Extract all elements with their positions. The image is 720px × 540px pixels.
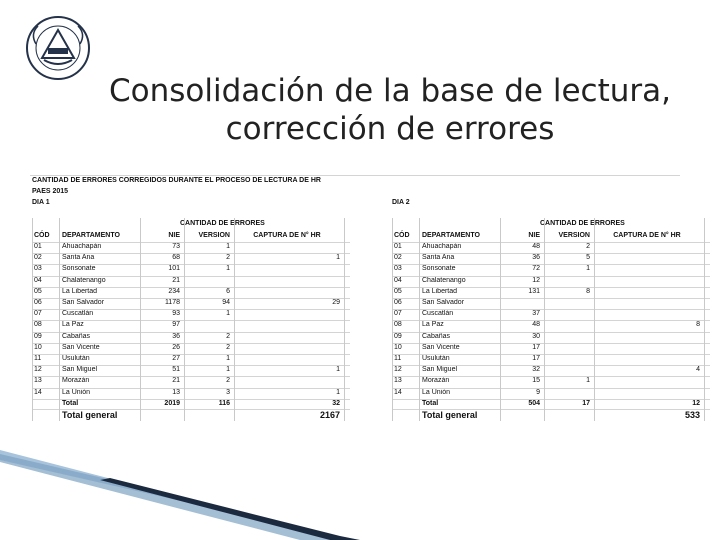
grid-line [594,218,595,421]
table-cell-version: 5 [586,254,590,262]
grid-line [184,218,185,421]
grid-line [392,218,393,421]
table-cell-department: San Vicente [62,343,100,351]
table-cell-code: 09 [34,332,42,340]
table-cell-version: 1 [586,377,590,385]
table-cell-department: La Paz [62,321,84,329]
table-cell-code: 06 [394,299,402,306]
table-cell-version: 2 [586,243,590,250]
total-capture: 32 [332,399,340,407]
total-version: 116 [218,399,230,407]
grid-line [32,264,350,265]
grid-line [32,365,350,366]
grid-line [32,287,350,288]
column-header: DEPARTAMENTO [62,232,120,239]
table-cell-code: 11 [394,355,402,362]
grid-line [234,218,235,421]
table-cell-version: 2 [226,377,230,385]
grid-line [32,354,350,355]
grand-total-value: 533 [684,409,700,420]
grid-line [392,365,710,366]
grid-line [32,343,350,344]
grid-line [32,218,33,421]
grid-line [59,218,60,421]
grid-line [140,218,141,421]
error-correction-spreadsheet [30,170,700,424]
column-header: CÓD [34,232,50,239]
sheet-header: CANTIDAD DE ERRORES CORREGIDOS DURANTE EL PROCESO DE LECTURA DE HR [32,177,321,184]
grid-line [32,332,350,333]
table-cell-nie: 101 [168,265,180,273]
table-cell-department: San Salvador [422,299,465,306]
total-label: Total [62,399,79,407]
column-header: NIE [168,232,180,239]
table-cell-department: Santa Ana [422,254,455,262]
table-cell-nie: 131 [528,287,540,295]
grid-line [500,218,501,421]
table-cell-code: 07 [394,310,402,318]
table-cell-code: 10 [34,343,42,351]
column-header: CAPTURA DE N° HR [253,232,321,239]
grand-total-value: 2167 [319,409,340,420]
table-cell-version: 1 [586,265,590,273]
table-cell-nie: 51 [172,366,180,374]
grid-line [392,354,710,355]
table-cell-code: 13 [34,377,42,385]
table-cell-capture: 29 [332,299,340,306]
table-cell-department: Santa Ana [62,254,95,262]
decorative-swoosh [0,440,720,540]
group-header: CANTIDAD DE ERRORES [540,220,625,227]
table-cell-department: Ahuachapán [62,243,102,250]
table-cell-department: Morazán [422,377,450,385]
grid-line [392,388,710,389]
table-cell-department: Cabañas [422,332,451,340]
table-cell-nie: 93 [172,310,180,318]
grid-line [32,320,350,321]
table-cell-code: 04 [34,276,42,284]
table-cell-code: 13 [394,377,402,385]
total-capture: 12 [692,399,700,407]
table-cell-code: 04 [394,276,402,284]
title-line-1: Consolidación de la base de lectura, [109,73,671,109]
table-cell-capture: 1 [336,366,340,374]
table-cell-code: 03 [394,265,402,273]
table-cell-nie: 27 [172,355,180,362]
table-cell-department: Chalatenango [62,276,106,284]
table-cell-capture: 1 [336,254,340,262]
table-cell-department: Cuscatlán [422,310,454,318]
table-cell-department: La Unión [62,388,91,396]
grid-line [419,218,420,421]
table-cell-department: Cuscatlán [62,310,94,318]
table-cell-code: 08 [34,321,42,329]
day-label: DIA 2 [392,199,410,206]
grid-line [32,298,350,299]
column-header: CAPTURA DE N° HR [613,232,681,239]
grid-line [32,253,350,254]
table-cell-code: 01 [34,243,42,250]
grand-total-label: Total general [422,409,478,420]
column-header: CÓD [394,232,410,239]
grid-line [392,253,710,254]
table-cell-version: 94 [222,299,230,306]
grid-line [392,264,710,265]
grand-total-label: Total general [62,409,118,420]
table-cell-nie: 97 [172,321,180,329]
grid-line [392,298,710,299]
table-cell-code: 07 [34,310,42,318]
grid-line [544,218,545,421]
total-nie: 2019 [164,399,180,407]
slide-title [60,72,720,148]
table-cell-nie: 12 [532,276,540,284]
table-cell-code: 12 [34,366,42,374]
table-cell-department: Sonsonate [422,265,456,273]
table-cell-nie: 68 [172,254,180,262]
table-cell-version: 1 [226,355,230,362]
table-cell-version: 6 [226,287,230,295]
table-cell-code: 10 [394,343,402,351]
table-cell-version: 2 [226,254,230,262]
table-cell-nie: 36 [172,332,180,340]
table-cell-department: Usulután [422,355,450,362]
table-cell-code: 01 [394,243,402,250]
table-cell-department: La Unión [422,388,451,396]
table-cell-version: 1 [226,265,230,273]
table-cell-department: San Vicente [422,343,460,351]
table-cell-code: 12 [394,366,402,374]
table-cell-code: 11 [34,355,42,362]
table-cell-department: La Libertad [422,287,458,295]
table-cell-version: 8 [586,287,590,295]
table-cell-version: 1 [226,310,230,318]
table-cell-capture: 8 [696,321,700,329]
table-cell-code: 05 [394,287,402,295]
title-line-2: corrección de errores [225,111,555,147]
table-cell-department: Chalatenango [422,276,466,284]
table-cell-version: 1 [226,366,230,374]
table-cell-nie: 72 [532,265,540,273]
table-cell-nie: 30 [532,332,540,340]
group-header: CANTIDAD DE ERRORES [180,220,265,227]
table-cell-code: 02 [34,254,42,262]
column-header: DEPARTAMENTO [422,232,480,239]
table-cell-version: 2 [226,343,230,351]
grid-line [32,309,350,310]
table-cell-department: La Paz [422,321,444,329]
grid-line [32,388,350,389]
table-cell-nie: 15 [532,377,540,385]
column-header: NIE [528,232,540,239]
table-cell-nie: 234 [168,287,180,295]
grid-line [32,376,350,377]
grid-line [344,218,345,421]
grid-line [392,332,710,333]
table-cell-nie: 21 [172,377,180,385]
table-cell-nie: 13 [172,388,180,396]
table-cell-code: 14 [34,388,42,396]
table-cell-nie: 17 [532,355,540,362]
table-cell-department: San Miguel [422,366,458,374]
column-header: VERSION [558,232,590,239]
table-cell-department: Usulután [62,355,90,362]
table-cell-version: 3 [226,388,230,396]
table-cell-code: 02 [394,254,402,262]
table-cell-nie: 21 [172,276,180,284]
table-cell-code: 09 [394,332,402,340]
table-cell-nie: 32 [532,366,540,374]
table-cell-nie: 17 [532,343,540,351]
grid-line [30,175,680,176]
table-cell-code: 03 [34,265,42,273]
grid-line [392,287,710,288]
table-cell-department: San Salvador [62,299,105,306]
table-cell-nie: 48 [532,243,540,250]
table-cell-department: La Libertad [62,287,98,295]
table-cell-code: 06 [34,299,42,306]
grid-line [704,218,705,421]
table-cell-capture: 4 [696,366,700,374]
table-cell-nie: 37 [532,310,540,318]
table-cell-department: San Miguel [62,366,98,374]
table-cell-code: 05 [34,287,42,295]
table-cell-department: Cabañas [62,332,91,340]
grid-line [32,242,350,243]
day-label: DIA 1 [32,199,50,206]
table-cell-code: 08 [394,321,402,329]
table-cell-nie: 48 [532,321,540,329]
grid-line [392,309,710,310]
table-cell-department: Ahuachapán [422,243,462,250]
total-nie: 504 [528,399,540,407]
grid-line [392,276,710,277]
table-cell-nie: 9 [536,388,540,396]
table-cell-nie: 36 [532,254,540,262]
table-cell-capture: 1 [336,388,340,396]
table-cell-nie: 73 [172,243,180,250]
grid-line [392,320,710,321]
sheet-subheader: PAES 2015 [32,188,69,195]
grid-line [392,343,710,344]
total-version: 17 [582,399,590,407]
table-cell-version: 2 [226,332,230,340]
table-cell-version: 1 [226,243,230,250]
grid-line [392,376,710,377]
table-cell-nie: 26 [172,343,180,351]
table-cell-code: 14 [394,388,402,396]
total-label: Total [422,399,439,407]
table-cell-department: Morazán [62,377,90,385]
grid-line [32,276,350,277]
table-cell-department: Sonsonate [62,265,96,273]
table-cell-nie: 1178 [164,299,180,306]
grid-line [392,242,710,243]
column-header: VERSION [198,232,230,239]
